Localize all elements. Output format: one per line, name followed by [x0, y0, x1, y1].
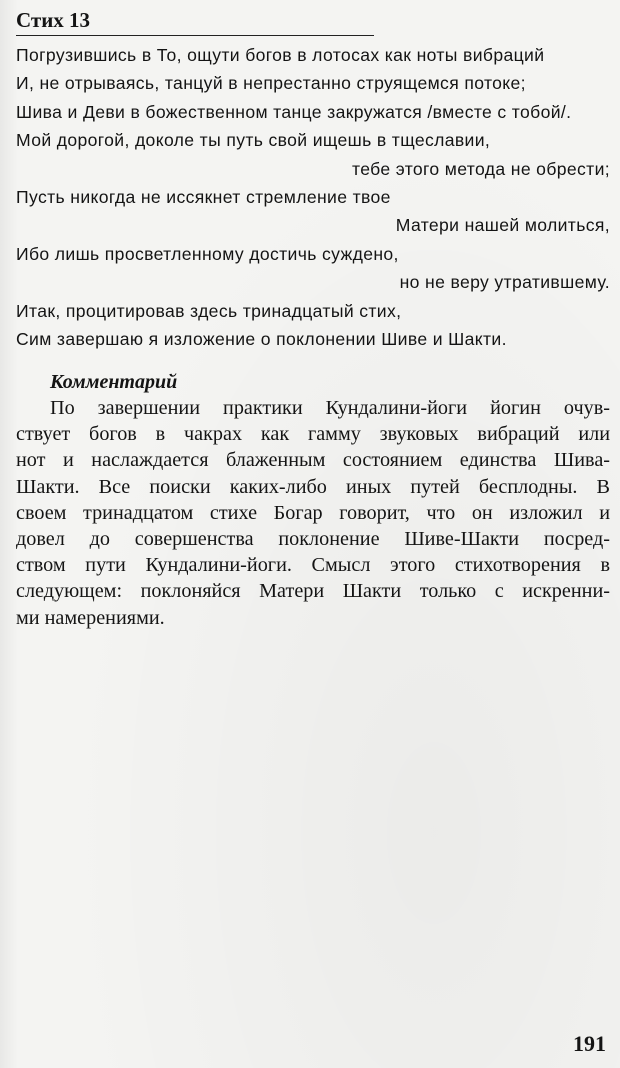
commentary-line: нот и наслаждается блаженным состоянием единства Шива- [16, 449, 610, 472]
verse-line: Пусть никогда не иссякнет стремление твое [16, 186, 391, 207]
verse-heading: Стих 13 [16, 8, 91, 32]
verse-line-continuation: тебе этого метода не обрести; [352, 158, 610, 179]
commentary-line: Шакти. Все поиски каких-либо иных путей бесплодны. В [16, 475, 610, 498]
verse-line: Мой дорогой, доколе ты путь свой ищешь в тщеславии, [16, 130, 491, 151]
commentary-line: своем тринадцатом стихе Богар говорит, что он изложил и [16, 501, 610, 524]
commentary-line: По завершении практики Кундалини-йоги йогин очув- [50, 397, 610, 419]
verse-line: И, не отрываясь, танцуй в непрестанно струящемся потоке; [16, 73, 526, 94]
commentary-paragraph [16, 395, 610, 631]
commentary-line: следующем: поклоняйся Матери Шакти только с искренни- [16, 580, 610, 603]
heading-underline [16, 35, 374, 36]
verse-text [16, 41, 610, 353]
verse-line: Ибо лишь просветленному достичь суждено, [16, 243, 399, 264]
commentary-title: Комментарий [50, 371, 178, 393]
commentary-line: довел до совершенства поклонение Шиве-Шакти посред- [16, 527, 610, 550]
verse-line: Погрузившись в То, ощути богов в лотосах как ноты вибраций [16, 45, 545, 65]
verse-line: Сим завершаю я изложение о поклонении Шиве и Шакти. [16, 328, 507, 349]
verse-line-continuation: но не веру утратившему. [399, 272, 610, 293]
verse-line-continuation: Матери нашей молиться, [395, 215, 610, 236]
verse-line: Шива и Деви в божественном танце закружатся /вместе с тобой/. [16, 101, 572, 122]
page-number: 191 [573, 1031, 606, 1056]
commentary-line: ствует богов в чакрах как гамму звуковых вибраций или [16, 423, 610, 446]
commentary-line: ством пути Кундалини-йоги. Смысл этого стихотворения в [16, 554, 610, 577]
commentary-line: ми намерениями. [16, 606, 165, 629]
verse-line: Итак, процитировав здесь тринадцатый стих, [16, 300, 402, 321]
